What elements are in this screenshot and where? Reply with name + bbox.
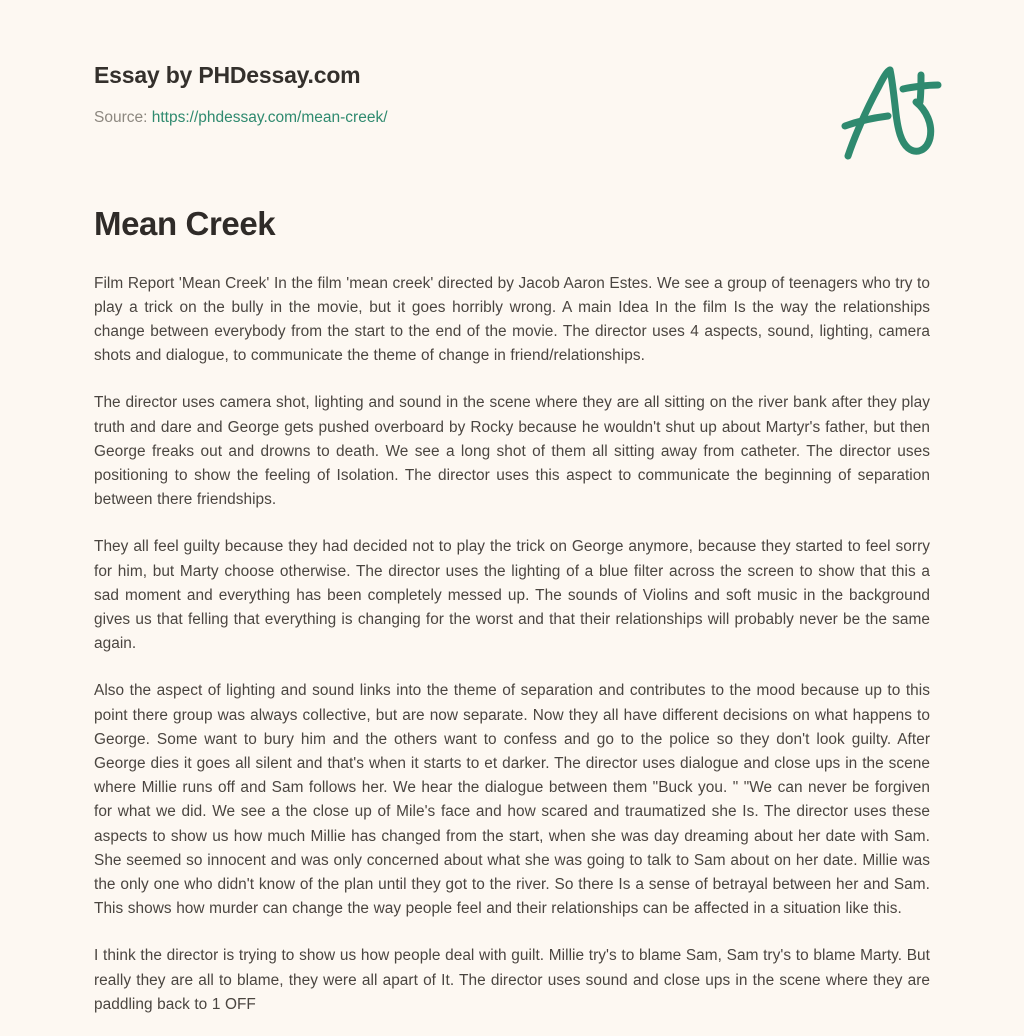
source-label: Source:: [94, 108, 148, 126]
page-title: Mean Creek: [94, 205, 276, 242]
essay-paragraph: Film Report 'Mean Creek' In the film 'mean creek' directed by Jacob Aaron Estes. We see a group of teenagers who try to play a trick on the bully in the movie, but it goes horribly wrong. A main Idea In the film Is the way the relationships change between everybody from the start to the end of the movie. The director uses 4 aspects, sound, lighting, camera shots and dialogue, to communicate the theme of change in friend/relationships.: [94, 274, 930, 365]
page-header: [0, 0, 1024, 148]
essay-body: [0, 244, 1024, 1017]
source-url-link[interactable]: https://phdessay.com/mean-creek/: [151, 108, 388, 126]
essay-paragraph: Also the aspect of lighting and sound links into the theme of separation and contributes to the mood because up to this point there group was always collective, but are now separate. Now they all have different decisions on what happens to George. Some want to bury him and the others want to confess and go to the police so they don't look guilty. After George dies it goes all silent and that's when it starts to et darker. The director uses dialogue and close ups in the scene where Millie runs off and Sam follows her. We hear the dialogue between them "Buck you. " "We can never be forgiven for what we did. We see a the close up of Mile's face and how scared and traumatized she Is. The director uses these aspects to show us how much Millie has changed from the start, when she was day dreaming about her date with Sam. She seemed so innocent and was only concerned about what she was going to talk to Sam about on her date. Millie was the only one who didn't know of the plan until they got to the river. So there Is a sense of betrayal between her and Sam. This shows how murder can change the way people feel and their relationships can be affected in a situation like this.: [94, 682, 930, 918]
essay-paragraph: They all feel guilty because they had decided not to play the trick on George anymore, because they started to feel sorry for him, but Marty choose otherwise. The director uses the lighting of a blue filter across the screen to show that this a sad moment and everything has been completely messed up. The sounds of Violins and soft music in the background gives us that felling that everything is changing for the worst and that their relationships will probably never be the same again.: [94, 538, 930, 653]
essay-paragraph: I think the director is trying to show us how people deal with guilt. Millie try's to blame Sam, Sam try's to blame Marty. But really they are all to blame, they were all apart of It. The director uses sound and close ups in the scene where they are paddling back to 1 OFF: [94, 947, 930, 1013]
essay-paragraph: The director uses camera shot, lighting and sound in the scene where they are all sitting on the river bank after they play truth and dare and George gets pushed overboard by Rocky because he wouldn't shut up about Martyr's father, but then George freaks out and drowns to death. We see a long shot of them all sitting away from catheter. The director uses positioning to show the feeling of Isolation. The director uses this aspect to communicate the beginning of separation between there friendships.: [94, 394, 930, 509]
a-plus-logo-glyph: [828, 58, 946, 168]
source-line: [94, 109, 930, 128]
brand-title: Essay by PHDessay.com: [94, 62, 361, 88]
phdessay-a-plus-logo-icon: [828, 58, 946, 168]
